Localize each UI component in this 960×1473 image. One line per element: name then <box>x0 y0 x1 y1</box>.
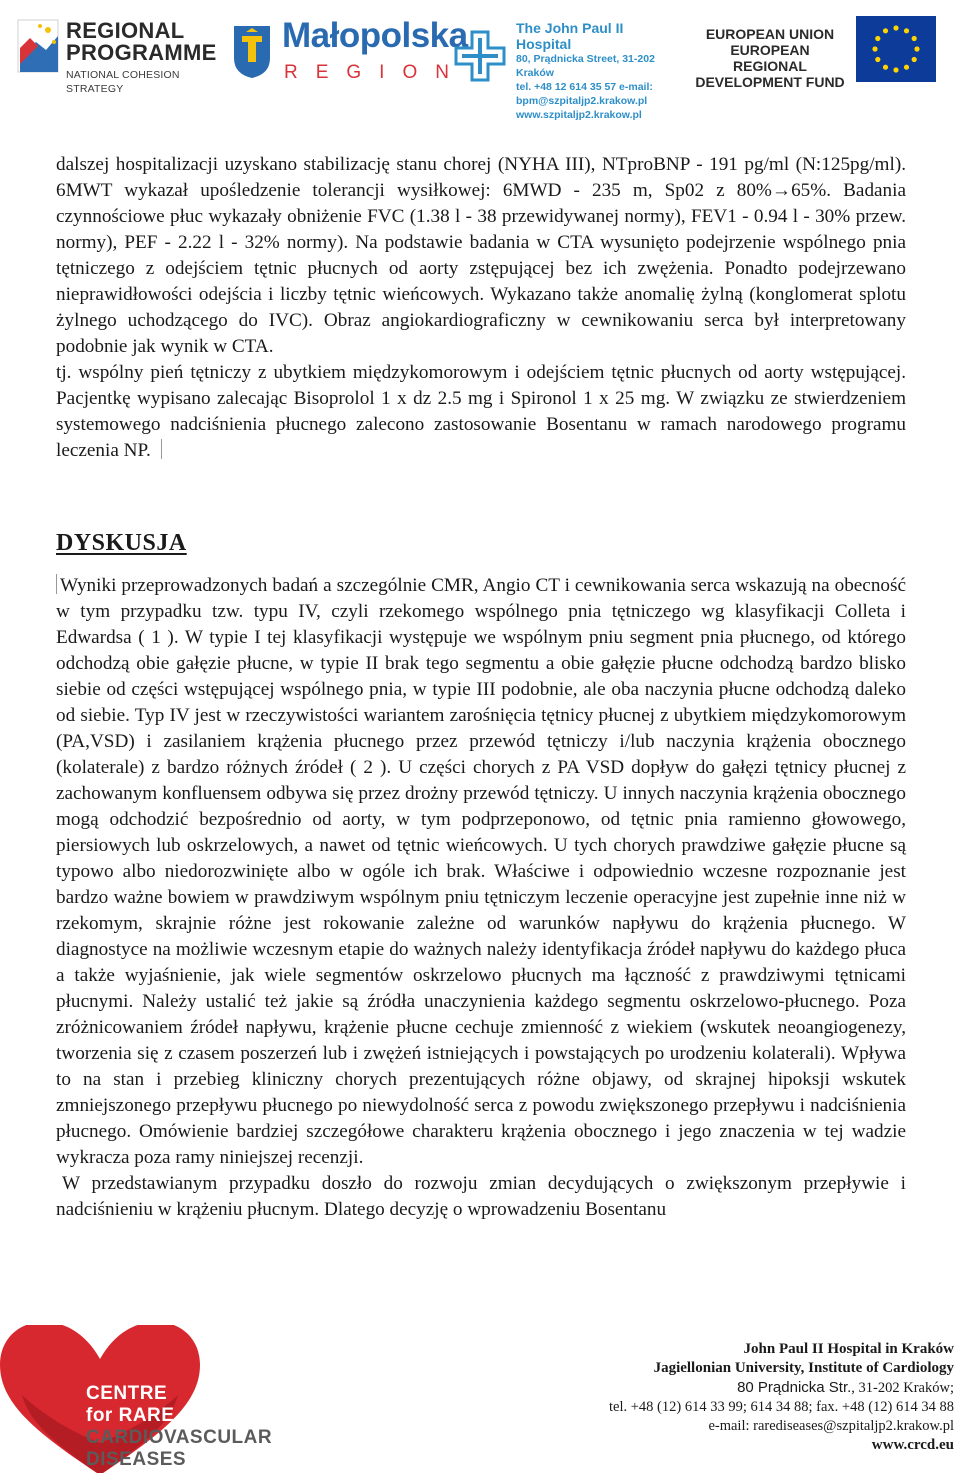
regional-programme-line1: REGIONAL <box>66 18 185 43</box>
footer-email[interactable]: e-mail: rarediseases@szpitaljp2.krakow.pl <box>708 1418 954 1434</box>
hospital-www[interactable]: www.szpitaljp2.krakow.pl <box>516 109 642 121</box>
footer-address <box>609 1340 954 1455</box>
eu-logo <box>694 10 954 90</box>
eu-flag-icon <box>856 16 936 82</box>
eu-text <box>694 26 846 90</box>
footer-institute: Jagiellonian University, Institute of Cardiology <box>653 1360 954 1376</box>
hospital-street: 80, Prądnicka Street, 31-202 Kraków <box>516 53 655 79</box>
discussion-section <box>56 573 906 1223</box>
hospital-email[interactable]: bpm@szpitaljp2.krakow.pl <box>516 95 648 107</box>
crcd-line3: CARDIOVASCULAR DISEASES <box>86 1427 273 1470</box>
paragraph-hospitalization: dalszej hospitalizacji uzyskano stabilizację stanu chorej (NYHA III), NTproBNP - 191 pg/ml (N:125pg/ml). 6MWT wykazał upośledzenie tolerancji wysiłkowej: 6MWD - 235 m, Sp02 z 80%→65%. Badania czynnościowe płuc wykazały obniżenie FVC (1.38 l - 38 przewidywanej normy), FEV1 - 0.94 l - 30% przew. normy), PEF - 2.22 l - 32% normy). Na podstawie badania w CTA wysunięto podejrzenie wspólnego pnia tętniczego z odejściem tętnic płucnych od aorty zstępującej bez ich zwężenia. Ponadto podejrzewano nieprawidłowości odejścia i liczby tętnic wieńcowych. Wykazano także anomalię żylną (konglomerat splotu żylnego uchodzącego do IVC). Obraz angiokardiograficzny w cewnikowaniu serca był interpretowany podobnie jak wynik w CTA. <box>56 154 906 357</box>
report-continuation <box>56 152 906 464</box>
paragraph-case-conclusion: W przedstawianym przypadku doszło do rozwoju zmian decydujących o zwiększonym przepływie i nadciśnieniu w krążeniu płucnym. Dlatego decyzję o wprowadzeniu Bosentanu <box>56 1173 906 1220</box>
malopolska-crest-icon <box>230 22 274 80</box>
footer-city: , 31-202 Kraków; <box>851 1380 954 1396</box>
footer-website[interactable]: www.crcd.eu <box>871 1437 954 1453</box>
eu-line2: EUROPEAN REGIONAL <box>730 42 810 74</box>
paragraph-discharge-text: tj. wspólny pień tętniczy z ubytkiem międzykomorowym i odejściem tętnic płucnych od aorty wstępującej. Pacjentkę wypisano zalecając Bisoprolol 1 x dz 2.5 mg i Spironol 1 x 25 mg. W związku ze stwierdzeniem systemowego nadciśnienia płucnego zalecono zastosowanie Bosentanu w ramach narodowego programu leczenia NP. <box>56 362 906 461</box>
paragraph-discussion <box>56 573 906 1171</box>
footer-street: 80 Prądnicka Str. <box>737 1379 852 1396</box>
hospital-cross-icon <box>452 28 508 84</box>
malopolska-logo <box>230 10 468 90</box>
text-cursor-marker-start <box>56 574 57 594</box>
eu-line1: EUROPEAN UNION <box>705 26 835 42</box>
eu-line3: DEVELOPMENT FUND <box>695 74 845 90</box>
paragraph-discussion-text: Wyniki przeprowadzonych badań a szczególnie CMR, Angio CT i cewnikowania serca wskazują na obecność w tym przypadku tzw. typu IV, czyli rzekomego wspólnego pnia tętniczego wg klasyfikacji Colleta i Edwardsa ( 1 ). W typie I tej klasyfikacji występuje we wspólnym pniu segment pnia płucnego, od którego odchodzą obie gałęzie płucne, w typie II brak tego segmentu a obie gałęzie płucne odchodzą bardzo blisko siebie od części wstępującej wspólnego pnia, w typie III podobnie, ale oba naczynia płucne odchodzą daleko od siebie. Typ IV jest w rzeczywistości wariantem zarośnięcia tętnicy płucnej z ubytkiem międzykomorowym (PA,VSD) i zasilaniem krążenia płucnego przez przewód tętniczy i/lub naczynia krążenia obocznego (kolaterale) z bardzo różnych źródeł ( 2 ). U części chorych z PA VSD dopływ do gałęzi tętnicy płucnej z zachowanym konfluensem odbywa się przez drożny przewód tętniczy. U innych naczynia krążenia obocznego mogą odchodzić bezpośrednio od aorty, w tym podprzeponowo, od tętnic pnia ramienno głowowego, piersiowych lub oskrzelowych, a nawet od tętnic wieńcowych. U tych chorych prawdziwe gałęzie płucne są typowo albo niedorozwinięte albo w ogóle ich brak. Właściwe i odpowiednio wczesne rozpoznanie jest bardzo ważne bowiem w prawdziwym wspólnym pniu tętniczym leczenie operacyjne jest zupełnie inne niż w rzekomym, skrajnie różne jest rokowanie zależne od warunków napływu do krążenia płucnego. W diagnostyce na możliwie wczesnym etapie do ważnych należy identyfikacja źródeł napływu do każdego płuca a także wyjaśnienie, jak wiele segmentów oskrzelowo płucnych ma łączność z prawdziwymi tętnicami płucnymi. Należy ustalić też jakie są źródła unaczynienia każdego segmentu oskrzelowo-płucnego. Poza zróżnicowaniem źródeł napływu, krążenie płucne cechuje zmienność z wiekiem (wskutek neoangiogenezy, tworzenia się z czasem poszerzeń lub i zwężeń istniejących i powstających po urodzeniu kolaterali). Wpływa to na stan i przebieg kliniczny chorych prezentujących różne objawy, od skrajnej hipoksji wskutek zmniejszonego przepływu płucnego po niewydolność serca z powodu zwiększonego przepływu i nadciśnienia płucnego. Omówienie bardziej szczegółowe charakteru krążenia obocznego i jego znaczenia w tej wadzie wykracza poza ramy niniejszej recenzji. <box>56 575 906 1168</box>
paragraph-discharge <box>56 360 906 464</box>
crcd-line1: CENTRE <box>86 1383 168 1404</box>
hospital-name: The John Paul II Hospital <box>516 20 624 52</box>
hospital-contact <box>516 20 672 122</box>
regional-programme-line3: NATIONAL COHESION STRATEGY <box>66 69 180 95</box>
page-header <box>0 0 960 121</box>
regional-programme-emblem-icon <box>16 18 60 74</box>
malopolska-region: REGION <box>284 62 467 83</box>
crcd-line2: for RARE <box>86 1405 175 1426</box>
regional-programme-line2: PROGRAMME <box>66 40 217 65</box>
malopolska-title: Małopolska <box>282 16 468 55</box>
hospital-logo <box>452 10 672 121</box>
hospital-tel: tel. +48 12 614 35 57 e-mail: <box>516 81 653 93</box>
footer-phone: tel. +48 (12) 614 33 99; 614 34 88; fax. +48 (12) 614 34 88 <box>609 1399 954 1415</box>
text-cursor-marker <box>161 439 162 459</box>
regional-programme-logo <box>8 10 223 95</box>
section-heading-discussion: DYSKUSJA <box>56 530 187 556</box>
crcd-logo <box>0 1325 360 1473</box>
crcd-text <box>86 1383 360 1471</box>
footer-hospital-name: John Paul II Hospital in Kraków <box>743 1341 954 1357</box>
footer-street-line <box>609 1378 954 1398</box>
regional-programme-text <box>66 20 223 96</box>
